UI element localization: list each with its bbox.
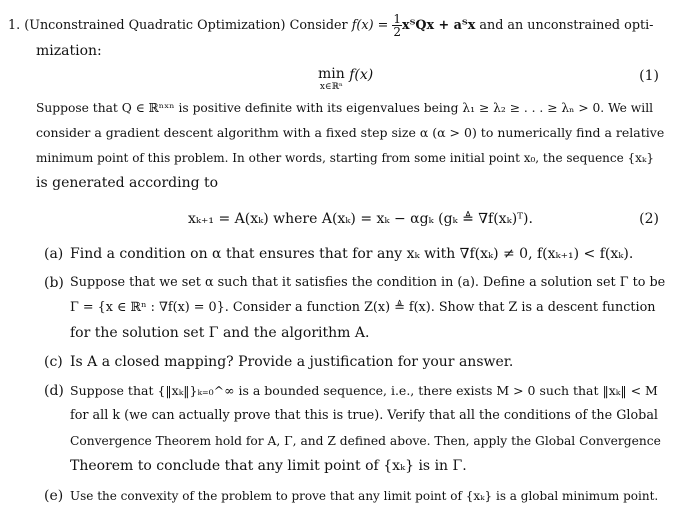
part-b-line-2: Γ = {x ∈ ℝⁿ : ∇f(x) = 0}. Consider a function Z(x) ≜ f(x). Show that Z is a descent function (70, 300, 656, 315)
part-a-label: (a) (44, 246, 64, 262)
paragraph-line-4: is generated according to (36, 175, 219, 191)
part-d-line-2: for all k (we can actually prove that this is true). Verify that all the conditions of the Global (70, 408, 659, 423)
part-a-text: Find a condition on α that ensures that for any xₖ with ∇f(xₖ) ≠ 0, f(xₖ₊₁) < f(xₖ). (70, 246, 634, 262)
paragraph-line-1: Suppose that Q ∈ ℝⁿˣⁿ is positive definite with its eigenvalues being λ₁ ≥ λ₂ ≥ . . . ≥ λₙ > 0. We will (36, 101, 654, 115)
objective-fx: f(x) (351, 18, 374, 33)
paragraph-line-2: consider a gradient descent algorithm with a fixed step size α (α > 0) to numerically find a relative (36, 125, 665, 140)
part-d-line-1: Suppose that {‖xₖ‖}ₖ₌₀^∞ is a bounded sequence, i.e., there exists M > 0 such that ‖xₖ‖ < M (70, 383, 658, 398)
part-d-line-4: Theorem to conclude that any limit point of {xₖ} is in Γ. (70, 458, 467, 474)
problem-number: 1. (8, 18, 21, 33)
quadratic-term: xᵀQx + aᵀx (402, 18, 476, 33)
problem-header (8, 13, 654, 38)
part-b-line-3: for the solution set Γ and the algorithm A. (70, 325, 370, 341)
equation-1-number: (1) (639, 68, 659, 84)
part-d-line-3: Convergence Theorem hold for A, Γ, and Z defined above. Then, apply the Global Convergence (70, 434, 661, 448)
problem-intro-tail: and an unconstrained opti- (479, 18, 654, 33)
min-operator: min x∈ℝⁿ (318, 66, 345, 92)
problem-intro-continued: mization: (36, 43, 102, 59)
equals-sign: = (373, 18, 393, 33)
part-e-label: (e) (44, 488, 64, 504)
part-b-line-1: Suppose that we set α such that it satisfies the condition in (a). Define a solution set Γ to be (70, 275, 666, 290)
equation-2: xₖ₊₁ = A(xₖ) where A(xₖ) = xₖ − αgₖ (gₖ ≜ ∇f(xₖ)ᵀ). (188, 211, 533, 227)
part-e-text: Use the convexity of the problem to prove that any limit point of {xₖ} is a global minimum point. (70, 489, 659, 503)
problem-intro: Consider (289, 18, 348, 33)
paragraph-line-3: minimum point of this problem. In other words, starting from some initial point x₀, the sequence {xₖ} (36, 151, 654, 165)
half-fraction: $\frac{1}{2}$ (393, 12, 401, 39)
equation-1 (318, 66, 373, 92)
part-c-label: (c) (44, 354, 63, 370)
problem-title: (Unconstrained Quadratic Optimization) (24, 18, 286, 33)
part-b-label: (b) (44, 275, 64, 291)
part-d-label: (d) (44, 383, 64, 399)
part-c-text: Is A a closed mapping? Provide a justification for your answer. (70, 354, 514, 370)
equation-1-body: f(x) (349, 67, 374, 83)
equation-2-number: (2) (639, 211, 659, 227)
